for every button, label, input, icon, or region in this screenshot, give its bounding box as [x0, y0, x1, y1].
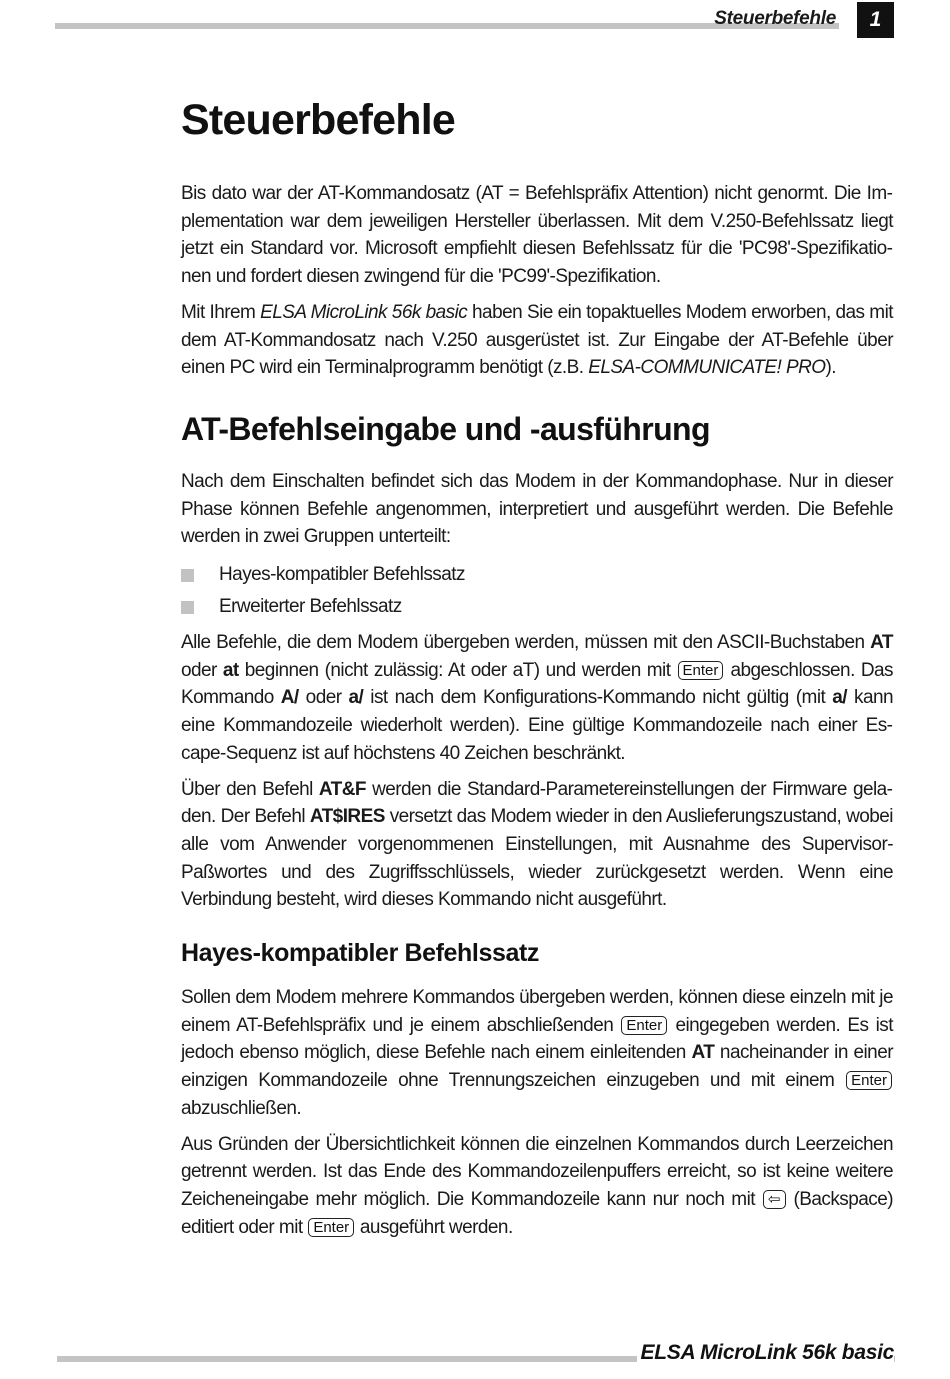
- section-heading-hayes: Hayes-kompatibler Befehlssatz: [181, 939, 539, 968]
- section1-paragraph-1: Nach dem Einschalten befindet sich das Modem in der Kommandophase. Nur in dieser Phase können Befehle angenommen, interpretiert und ausgeführt werden. Die Befehle werden in zwei Gruppen unterteilt:: [181, 470, 893, 548]
- software-name: ELSA-COMMUNICATE! PRO: [588, 357, 826, 379]
- section2-paragraph-1: Sollen dem Modem mehrere Kommandos übergeben werden, können diese einzeln mit je einem AT-Befehlspräfix und je einem abschließenden Enter eingegeben werden. Es ist jedoch ebenso möglich, diese Befehle nach einem einleitenden AT nacheinander in einer einzigen Kommandozeile ohne Trennungszeichen einzugeben und mit einem Enter abzuschließen.: [181, 987, 893, 1119]
- section1-paragraph-3: Über den Befehl AT&F werden die Standard-Parametereinstellungen der Firmware geladen. Der Befehl AT$IRES versetzt das Modem wieder in den Auslieferungszustand, wobei alle vom Anwender vorgenommenen Einstellungen, mit Ausnahme des Supervisor-Paßwortes und des Zugriffsschlüssels, wieder zurückgesetzt werden. Wenn eine Verbindung besteht, wird dieses Kommando nicht ausgeführt.: [181, 778, 893, 911]
- page-title: Steuerbefehle: [181, 96, 455, 144]
- footer-product-name: ELSA MicroLink 56k basic: [637, 1341, 894, 1365]
- enter-key-icon: Enter: [678, 661, 724, 680]
- section1-paragraph-2: Alle Befehle, die dem Modem übergeben werden, müssen mit den ASCII-Buchstaben AT oder at beginnen (nicht zulässig: At oder aT) und werden mit Enter abgeschlossen. Das Kommando A/ oder a/ ist nach dem Konfigurations-Kommando nicht gültig (mit a/ kann eine Kommandozeile wiederholt werden). Eine gültige Kommandozeile nach einer Escape-Sequenz ist auf höchstens 40 Zeichen beschränkt.: [181, 632, 893, 764]
- enter-key-icon: Enter: [621, 1016, 667, 1035]
- list-item: Hayes-kompatibler Befehlssatz: [181, 559, 893, 591]
- intro-paragraph-1: Bis dato war der AT-Kommandosatz (AT = Befehlspräfix Attention) nicht genormt. Die Implementation war dem jeweiligen Hersteller überlassen. Mit dem V.250-Befehlssatz liegt jetzt ein Standard vor. Microsoft empfiehlt diesen Befehlssatz für die 'PC98'-Spezifikationen und fordert diesen zwingend für die 'PC99'-Spezifikation.: [181, 183, 893, 288]
- bullet-square-icon: [181, 569, 194, 582]
- backspace-key-icon: ⇦: [763, 1190, 786, 1209]
- header-chapter-title: Steuerbefehle: [714, 8, 836, 29]
- product-name: ELSA MicroLink 56k basic: [260, 301, 468, 323]
- page-number-badge: 1: [857, 2, 894, 38]
- command-group-list: [181, 559, 893, 623]
- intro-paragraph-2: Mit Ihrem ELSA MicroLink 56k basic haben Sie ein topaktuelles Modem erworben, das mit dem AT-Kommandosatz nach V.250 ausgerüstet ist. Zur Eingabe der AT-Befehle über einen PC wird ein Terminalprogramm benötigt (z.B. ELSA-COMMUNICATE! PRO).: [181, 301, 893, 379]
- enter-key-icon: Enter: [308, 1218, 354, 1237]
- enter-key-icon: Enter: [846, 1071, 892, 1090]
- page-body: [181, 90, 893, 1249]
- section-heading-at-input: AT-Befehlseingabe und -ausführung: [181, 410, 710, 447]
- section2-paragraph-2: Aus Gründen der Übersichtlichkeit können die einzelnen Kommandos durch Leerzeichen getrennt werden. Ist das Ende des Kommandozeilenpuffers erreicht, so ist keine weitere Zeicheneingabe mehr möglich. Die Kommandozeile kann nur noch mit ⇦ (Backspace) editiert oder mit Enter ausgeführt werden.: [181, 1133, 893, 1238]
- bullet-square-icon: [181, 601, 194, 614]
- list-item: Erweiterter Befehlssatz: [181, 591, 893, 623]
